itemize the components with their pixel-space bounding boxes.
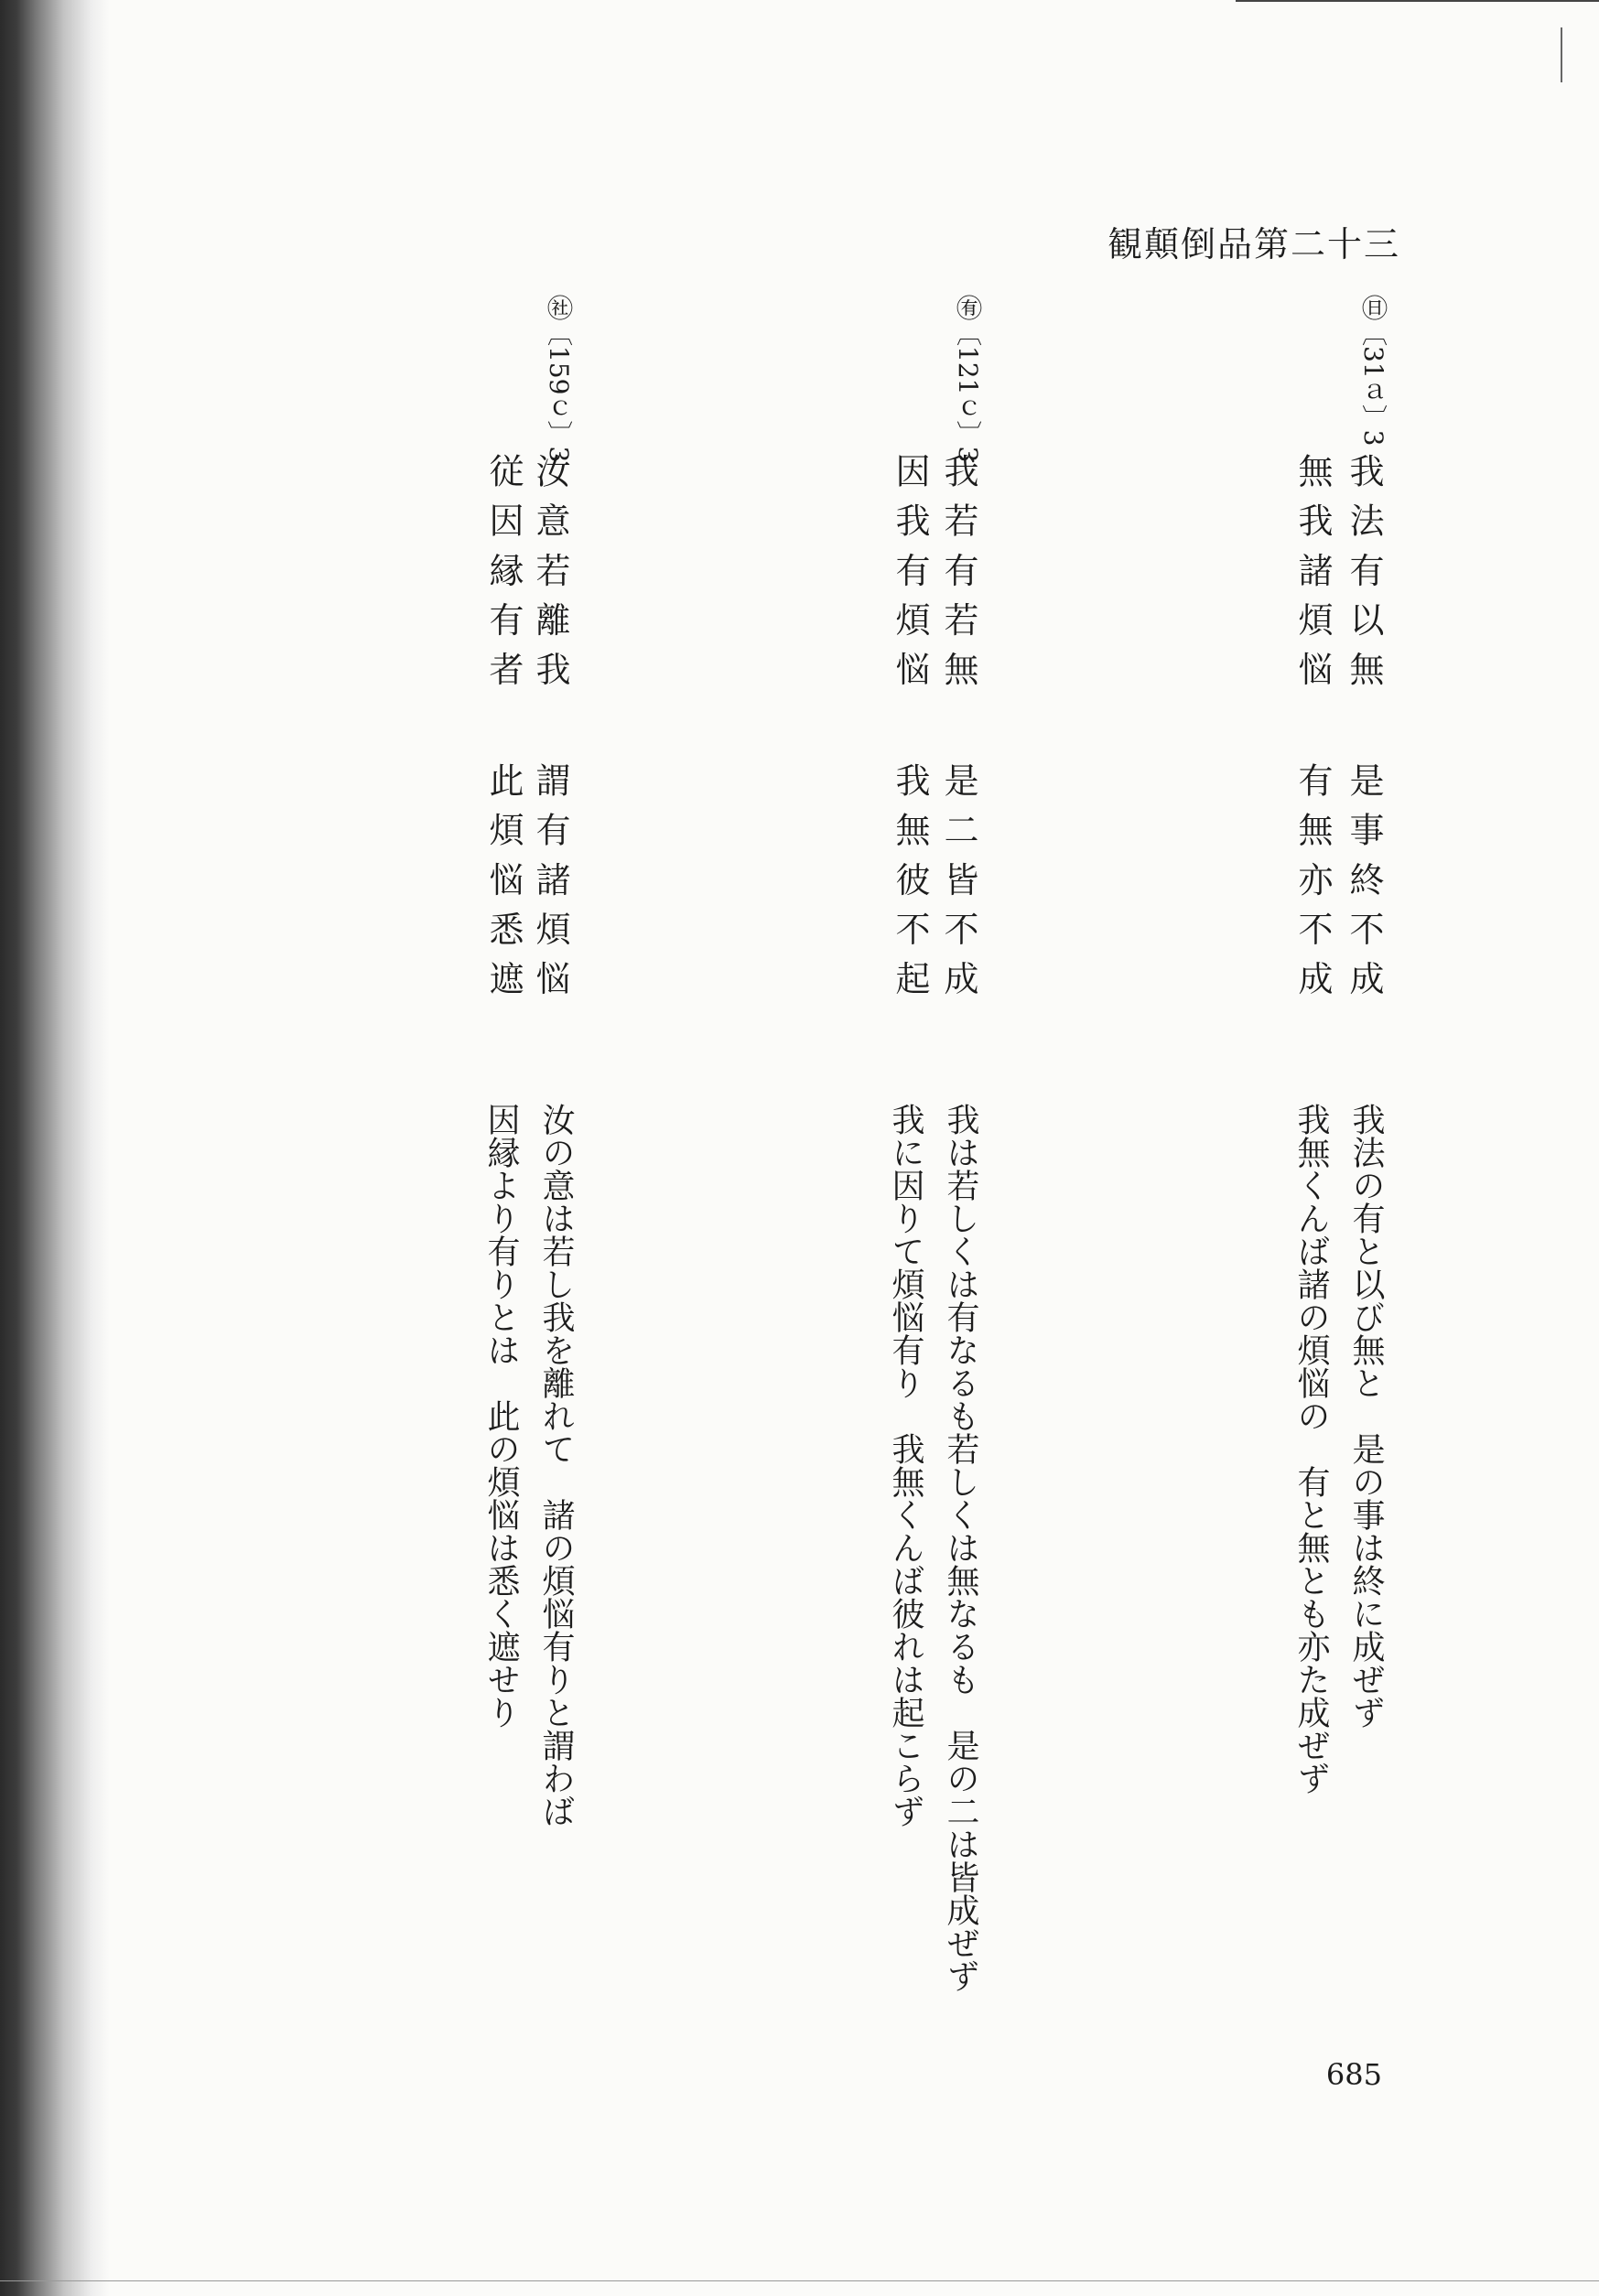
verse-2-line-2-second: 我無彼不起 — [890, 762, 930, 1010]
verse-2-line-1-second: 是二皆不成 — [938, 762, 978, 1010]
running-header: 観顛倒品第二十三 — [1107, 224, 1401, 264]
verse-3-line-2-first: 従因縁有者 — [483, 453, 524, 701]
scan-top-edge — [1236, 0, 1599, 2]
verse-1-line-1-second: 是事終不成 — [1344, 762, 1384, 1010]
verse-1-reference: ㊐〔31ａ〕3 — [1358, 295, 1388, 447]
verse-3-reading-1: 汝の意は若し我を離れて 諸の煩悩有りと謂わば — [537, 1103, 575, 1827]
verse-3-line-1-second: 謂有諸煩悩 — [530, 762, 570, 1010]
verse-3-reading-2: 因縁より有りとは 此の煩悩は悉く遮せり — [482, 1103, 520, 1729]
verse-2-reference: ㊒〔121ｃ〕3 — [953, 295, 983, 463]
verse-1-line-2-first: 無我諸煩悩 — [1292, 453, 1333, 701]
verse-3-line-2-second: 此煩悩悉遮 — [483, 762, 524, 1010]
verse-1-reading-1: 我法の有と以び無と 是の事は終に成ぜず — [1347, 1103, 1385, 1729]
verse-2-reading-2: 我に因りて煩悩有り 我無くんば彼れは起こらず — [887, 1103, 924, 1827]
verse-1-reading-2: 我無くんば諸の煩悩の 有と無とも亦た成ぜず — [1292, 1103, 1330, 1795]
verse-1-line-2-second: 有無亦不成 — [1292, 762, 1333, 1010]
scan-right-mark — [1561, 27, 1562, 82]
scan-binding-shadow — [0, 0, 110, 2296]
verse-2-reading-1: 我は若しくは有なるも若しくは無なるも 是の二は皆成ぜず — [942, 1103, 979, 1992]
verse-3-line-1-first: 汝意若離我 — [530, 453, 570, 701]
verse-2-line-1-first: 我若有若無 — [938, 453, 978, 701]
verse-1-line-1-first: 我法有以無 — [1344, 453, 1384, 701]
verse-3-reference: ㊓〔159ｃ〕3 — [544, 295, 574, 463]
scan-bottom-edge — [0, 2280, 1599, 2281]
page-number: 685 — [1325, 2057, 1382, 2092]
verse-2-line-2-first: 因我有煩悩 — [890, 453, 930, 701]
